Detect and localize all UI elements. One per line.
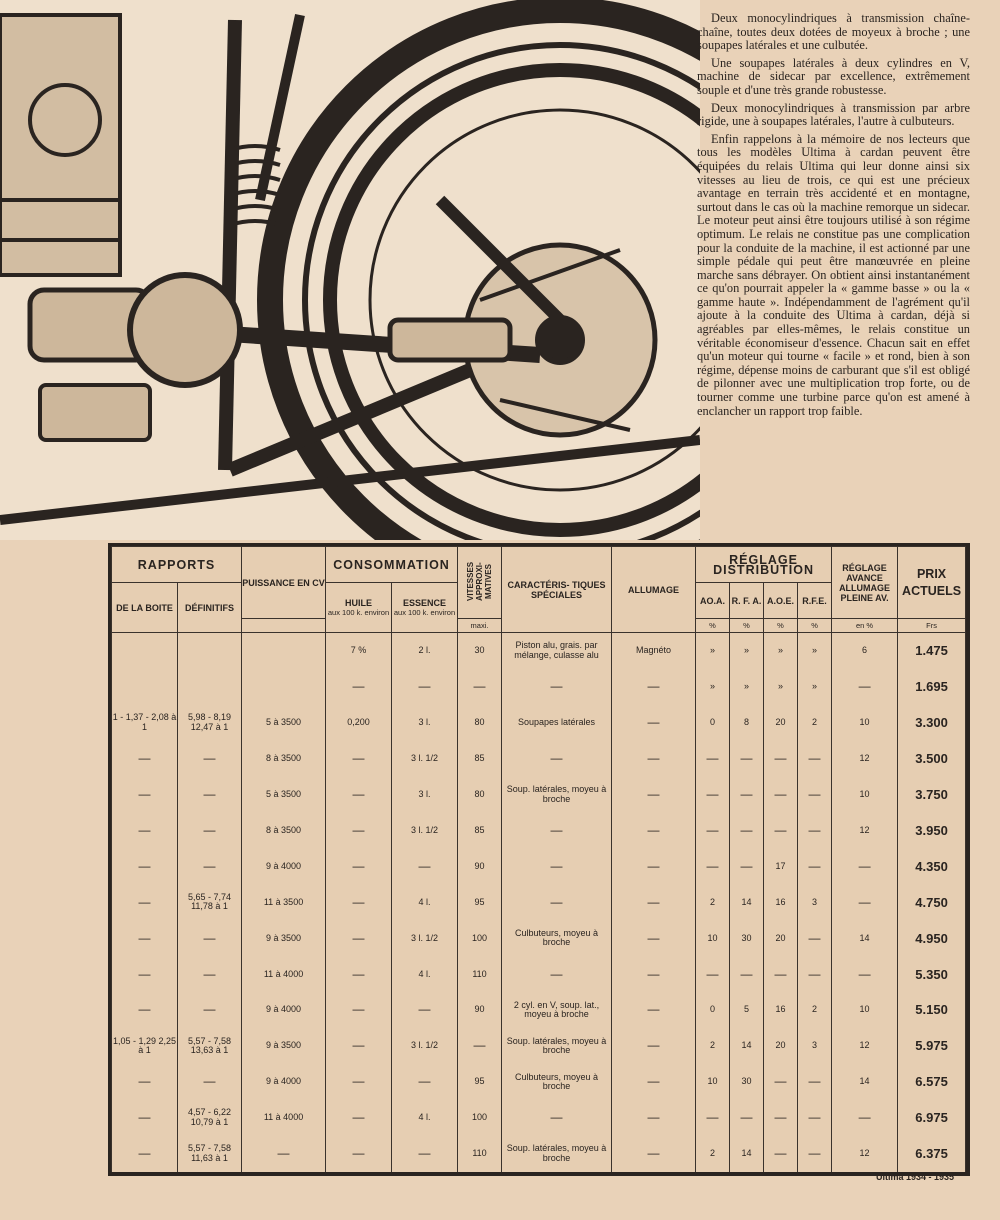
table-cell: —: [612, 956, 696, 992]
table-cell: 1.475: [898, 633, 966, 669]
table-cell: —: [612, 1028, 696, 1064]
table-cell: 14: [730, 1028, 764, 1064]
table-cell: —: [764, 741, 798, 777]
table-cell: —: [326, 956, 392, 992]
table-cell: 6.575: [898, 1064, 966, 1100]
table-cell: —: [832, 956, 898, 992]
table-header: [112, 547, 966, 633]
table-cell: 10: [696, 1064, 730, 1100]
table-cell: 11 à 3500: [242, 884, 326, 920]
table-cell: —: [730, 777, 764, 813]
table-cell: —: [392, 669, 458, 705]
table-cell: —: [798, 813, 832, 849]
table-cell: 1,05 - 1,29 2,25 à 1: [112, 1028, 178, 1064]
table-cell: 14: [832, 920, 898, 956]
header-consommation: CONSOMMATION: [326, 547, 458, 583]
table-cell: —: [112, 1064, 178, 1100]
table-cell: 3 l. 1/2: [392, 920, 458, 956]
table-cell: 12: [832, 1028, 898, 1064]
table-row: [112, 633, 966, 669]
table-cell: —: [798, 1136, 832, 1172]
table-cell: —: [798, 1064, 832, 1100]
table-cell: 3: [798, 884, 832, 920]
table-cell: 3 l. 1/2: [392, 1028, 458, 1064]
table-cell: —: [326, 849, 392, 885]
table-cell: —: [612, 777, 696, 813]
table-cell: [242, 669, 326, 705]
table-cell: —: [178, 920, 242, 956]
table-cell: —: [696, 813, 730, 849]
article-paragraph: Deux monocylindriques à transmission par arbre rigide, une à soupapes latérales, l'autre à culbuteurs.: [697, 100, 970, 129]
table-cell: 10: [832, 777, 898, 813]
table-cell: —: [326, 1028, 392, 1064]
table-cell: 90: [458, 849, 502, 885]
table-cell: —: [392, 849, 458, 885]
table-cell: —: [696, 1100, 730, 1136]
table-cell: 3.500: [898, 741, 966, 777]
header-aoa: AO.A.: [696, 583, 730, 619]
table-cell: —: [112, 992, 178, 1028]
table-cell: 9 à 4000: [242, 1064, 326, 1100]
header-puissance: PUISSANCE EN CV: [242, 547, 326, 619]
table-cell: »: [798, 633, 832, 669]
table-cell: 16: [764, 992, 798, 1028]
table-cell: 5 à 3500: [242, 777, 326, 813]
table-cell: —: [392, 1136, 458, 1172]
table-cell: —: [612, 1064, 696, 1100]
header-reglage-distribution: RÉGLAGE DISTRIBUTION: [696, 547, 832, 583]
table-row: [112, 669, 966, 705]
header-definitifs: DÉFINITIFS: [178, 583, 242, 633]
table-cell: —: [798, 956, 832, 992]
table-cell: 6: [832, 633, 898, 669]
table-cell: —: [612, 741, 696, 777]
table-cell: »: [764, 669, 798, 705]
table-cell: —: [832, 884, 898, 920]
header-caracteristiques: CARACTÉRIS- TIQUES SPÉCIALES: [502, 547, 612, 633]
table-cell: —: [112, 849, 178, 885]
table-body: [112, 633, 966, 1173]
table-cell: 6.375: [898, 1136, 966, 1172]
table-cell: 90: [458, 992, 502, 1028]
table-cell: 12: [832, 1136, 898, 1172]
table-cell: 3: [798, 1028, 832, 1064]
table-cell: —: [112, 1136, 178, 1172]
table-cell: —: [326, 920, 392, 956]
header-rfa-unit: %: [730, 619, 764, 633]
table-cell: 16: [764, 884, 798, 920]
header-rfe-unit: %: [798, 619, 832, 633]
table-row: [112, 884, 966, 920]
table-cell: 30: [458, 633, 502, 669]
table-cell: 3 l. 1/2: [392, 813, 458, 849]
table-cell: —: [798, 741, 832, 777]
table-cell: 6.975: [898, 1100, 966, 1136]
table-cell: 4.350: [898, 849, 966, 885]
table-cell: 2: [798, 705, 832, 741]
table-row: [112, 813, 966, 849]
table-cell: —: [326, 741, 392, 777]
header-huile: HUILE aux 100 k. environ: [326, 583, 392, 633]
table-cell: —: [764, 1136, 798, 1172]
table-cell: 4 l.: [392, 1100, 458, 1136]
table-cell: —: [696, 956, 730, 992]
table-cell: —: [326, 1064, 392, 1100]
table-cell: —: [764, 1100, 798, 1136]
table-cell: 110: [458, 1136, 502, 1172]
motorcycle-drivetrain-illustration: [0, 0, 700, 540]
table-cell: —: [112, 884, 178, 920]
table-cell: —: [612, 1136, 696, 1172]
table-cell: —: [112, 920, 178, 956]
table-cell: 14: [730, 1136, 764, 1172]
header-prix-unit: Frs: [898, 619, 966, 633]
table-cell: 80: [458, 777, 502, 813]
table-cell: —: [112, 741, 178, 777]
header-avance-unit: en %: [832, 619, 898, 633]
table-cell: 4,57 - 6,22 10,79 à 1: [178, 1100, 242, 1136]
table-cell: Soupapes latérales: [502, 705, 612, 741]
table-cell: 0,200: [326, 705, 392, 741]
table-cell: 3 l. 1/2: [392, 741, 458, 777]
table-cell: 3 l.: [392, 705, 458, 741]
header-rapports: RAPPORTS: [112, 547, 242, 583]
table-cell: —: [502, 669, 612, 705]
table-cell: 0: [696, 992, 730, 1028]
table-cell: 5,98 - 8,19 12,47 à 1: [178, 705, 242, 741]
table-cell: [178, 633, 242, 669]
table-cell: 4 l.: [392, 884, 458, 920]
table-cell: 2 l.: [392, 633, 458, 669]
table-cell: 9 à 4000: [242, 992, 326, 1028]
table-cell: —: [696, 741, 730, 777]
table-cell: —: [502, 884, 612, 920]
table-cell: 85: [458, 813, 502, 849]
table-cell: »: [730, 669, 764, 705]
header-rfe: R.F.E.: [798, 583, 832, 619]
table-cell: »: [798, 669, 832, 705]
table-cell: 5: [730, 992, 764, 1028]
table-cell: —: [178, 777, 242, 813]
table-cell: 20: [764, 1028, 798, 1064]
table-cell: Piston alu, grais. par mélange, culasse alu: [502, 633, 612, 669]
table-cell: —: [392, 992, 458, 1028]
table-cell: —: [326, 1136, 392, 1172]
article-paragraph: Deux monocylindriques à transmission chaîne-chaîne, toutes deux dotées de moyeux à broche ; une soupapes latérales et une culbutée.: [697, 11, 970, 53]
table-cell: —: [612, 705, 696, 741]
table-cell: 5.975: [898, 1028, 966, 1064]
table-cell: »: [696, 633, 730, 669]
table-cell: 9 à 4000: [242, 849, 326, 885]
table-cell: 14: [832, 1064, 898, 1100]
table-cell: —: [612, 920, 696, 956]
table-cell: 14: [730, 884, 764, 920]
table-cell: 10: [832, 992, 898, 1028]
table-cell: Soup. latérales, moyeu à broche: [502, 1028, 612, 1064]
table-cell: 30: [730, 920, 764, 956]
table-cell: 30: [730, 1064, 764, 1100]
table-cell: 5.350: [898, 956, 966, 992]
table-cell: 20: [764, 920, 798, 956]
table-cell: 2: [696, 884, 730, 920]
table-cell: —: [764, 956, 798, 992]
table-cell: 100: [458, 920, 502, 956]
table-cell: 0: [696, 705, 730, 741]
table-cell: »: [730, 633, 764, 669]
header-vitesses: VITESSES APPROXI- MATIVES: [458, 547, 502, 619]
table-cell: 20: [764, 705, 798, 741]
table-cell: 4.750: [898, 884, 966, 920]
table-cell: 95: [458, 1064, 502, 1100]
table-row: [112, 1064, 966, 1100]
table-row: [112, 956, 966, 992]
table-cell: 80: [458, 705, 502, 741]
table-cell: —: [832, 849, 898, 885]
table-cell: 8: [730, 705, 764, 741]
table-cell: —: [832, 669, 898, 705]
table-cell: [112, 669, 178, 705]
table-cell: Magnéto: [612, 633, 696, 669]
table-cell: Culbuteurs, moyeu à broche: [502, 920, 612, 956]
table-cell: —: [612, 1100, 696, 1136]
header-de-la-boite: DE LA BOITE: [112, 583, 178, 633]
table-cell: »: [696, 669, 730, 705]
table-cell: —: [178, 849, 242, 885]
table-cell: —: [326, 1100, 392, 1136]
table-cell: 1.695: [898, 669, 966, 705]
table-cell: —: [178, 1064, 242, 1100]
table-row: [112, 1028, 966, 1064]
table-cell: —: [112, 956, 178, 992]
table-cell: 5.150: [898, 992, 966, 1028]
table-cell: 11 à 4000: [242, 1100, 326, 1136]
table-cell: 1 - 1,37 - 2,08 à 1: [112, 705, 178, 741]
table-cell: Culbuteurs, moyeu à broche: [502, 1064, 612, 1100]
table-cell: —: [458, 1028, 502, 1064]
table-cell: [178, 669, 242, 705]
table-cell: 9 à 3500: [242, 920, 326, 956]
table-cell: —: [798, 777, 832, 813]
table-cell: 11 à 4000: [242, 956, 326, 992]
table-cell: —: [502, 849, 612, 885]
table-row: [112, 741, 966, 777]
table-cell: 17: [764, 849, 798, 885]
table-cell: —: [764, 1064, 798, 1100]
table-row: [112, 705, 966, 741]
table-cell: 3 l.: [392, 777, 458, 813]
table-cell: —: [178, 992, 242, 1028]
table-cell: —: [798, 1100, 832, 1136]
table-cell: 2 cyl. en V, soup. lat., moyeu à broche: [502, 992, 612, 1028]
header-aoe: A.O.E.: [764, 583, 798, 619]
table-cell: —: [730, 1100, 764, 1136]
table-cell: —: [502, 813, 612, 849]
table-cell: —: [730, 741, 764, 777]
header-aoa-unit: %: [696, 619, 730, 633]
table-cell: 7 %: [326, 633, 392, 669]
table-cell: 100: [458, 1100, 502, 1136]
header-aoe-unit: %: [764, 619, 798, 633]
article-paragraph: Une soupapes latérales à deux cylindres en V, machine de sidecar par excellence, extrêmement souple et d'une très grande robustesse.: [697, 55, 970, 97]
table-cell: —: [326, 777, 392, 813]
table-cell: 95: [458, 884, 502, 920]
table-cell: —: [696, 777, 730, 813]
table-cell: —: [764, 777, 798, 813]
engine-block-drawing: [0, 15, 120, 275]
table-cell: —: [112, 777, 178, 813]
table-row: [112, 849, 966, 885]
header-reglage-avance: RÉGLAGE AVANCE ALLUMAGE PLEINE AV.: [832, 547, 898, 619]
table-cell: —: [178, 813, 242, 849]
table-cell: —: [242, 1136, 326, 1172]
table-cell: 5,57 - 7,58 11,63 à 1: [178, 1136, 242, 1172]
table-cell: 5,65 - 7,74 11,78 à 1: [178, 884, 242, 920]
table-row: [112, 1136, 966, 1172]
table-cell: —: [832, 1100, 898, 1136]
table-cell: —: [178, 956, 242, 992]
header-essence: ESSENCE aux 100 k. environ: [392, 583, 458, 633]
table-cell: —: [730, 956, 764, 992]
table-cell: —: [502, 1100, 612, 1136]
table-cell: 2: [798, 992, 832, 1028]
table-cell: 3.750: [898, 777, 966, 813]
table-cell: 10: [832, 705, 898, 741]
table-cell: —: [502, 741, 612, 777]
table-cell: —: [112, 813, 178, 849]
table-cell: 8 à 3500: [242, 813, 326, 849]
table-cell: 10: [696, 920, 730, 956]
table-row: [112, 992, 966, 1028]
table-cell: —: [612, 669, 696, 705]
header-vitesses-unit: maxi.: [458, 619, 502, 633]
table-cell: 12: [832, 741, 898, 777]
table-cell: —: [798, 849, 832, 885]
table-cell: [242, 633, 326, 669]
table-cell: 85: [458, 741, 502, 777]
table-cell: 2: [696, 1028, 730, 1064]
table-cell: —: [612, 884, 696, 920]
header-rfa: R. F. A.: [730, 583, 764, 619]
table-row: [112, 1100, 966, 1136]
table-row: [112, 777, 966, 813]
table-cell: 2: [696, 1136, 730, 1172]
article-paragraph: Enfin rappelons à la mémoire de nos lecteurs que tous les modèles Ultima à cardan peuvent être équipées du relais Ultima qui leur donne ainsi six vitesses au lieu de trois, ce qui est une précieux avantage en terrain très accidenté et en montagne, surtout dans le cas où la machine remorque un sidecar. Le moteur peut ainsi être toujours utilisé à son régime optimum. Le relais ne constitue pas une complication pour la conduite de la machine, il est actionné par une simple pédale qui peut être manœuvrée en pleine marche sans débrayer. On obtient ainsi instantanément ce qu'on pourrait appeler la « gamme basse » ou la « gamme haute ». Indépendamment de l'agrément qu'il ajoute à la conduite des Ultima à cardan, déjà si agréables par elles-mêmes, le relais constitue un véritable économiseur d'essence. Chacun sait en effet qu'un moteur qui tourne « facile » et rond, bien à son régime, dépense moins de carburant que s'il est obligé de pilonner avec une multiplication trop forte, ou de tourner comme une turbine parce qu'on est amené à enclancher un rapport trop faible.: [697, 131, 970, 418]
table-cell: —: [458, 669, 502, 705]
table-cell: 5,57 - 7,58 13,63 à 1: [178, 1028, 242, 1064]
table-cell: —: [798, 920, 832, 956]
table-row: [112, 920, 966, 956]
table-cell: 3.950: [898, 813, 966, 849]
header-prix: PRIX ACTUELS: [898, 547, 966, 619]
table-cell: 5 à 3500: [242, 705, 326, 741]
table-cell: [112, 633, 178, 669]
table-cell: Soup. latérales, moyeu à broche: [502, 777, 612, 813]
table-cell: —: [392, 1064, 458, 1100]
table-cell: 4 l.: [392, 956, 458, 992]
table-cell: —: [612, 849, 696, 885]
table-cell: »: [764, 633, 798, 669]
table-cell: —: [326, 884, 392, 920]
table-cell: —: [112, 1100, 178, 1136]
header-allumage: ALLUMAGE: [612, 547, 696, 633]
table-cell: —: [502, 956, 612, 992]
table-cell: 9 à 3500: [242, 1028, 326, 1064]
article-text: [697, 12, 970, 422]
table-cell: 8 à 3500: [242, 741, 326, 777]
table-cell: —: [730, 813, 764, 849]
specifications-table: [108, 543, 970, 1176]
table-cell: —: [326, 669, 392, 705]
table-cell: Soup. latérales, moyeu à broche: [502, 1136, 612, 1172]
footer-caption: Ultima 1934 - 1935: [875, 1172, 954, 1182]
table-cell: 12: [832, 813, 898, 849]
table-cell: —: [696, 849, 730, 885]
table-cell: —: [612, 992, 696, 1028]
table-cell: —: [178, 741, 242, 777]
table-cell: 4.950: [898, 920, 966, 956]
table-cell: 110: [458, 956, 502, 992]
header-puissance-spacer: [242, 619, 326, 633]
table-cell: 3.300: [898, 705, 966, 741]
table-cell: —: [764, 813, 798, 849]
table-cell: —: [730, 849, 764, 885]
table-cell: —: [612, 813, 696, 849]
table-cell: —: [326, 813, 392, 849]
table-cell: —: [326, 992, 392, 1028]
